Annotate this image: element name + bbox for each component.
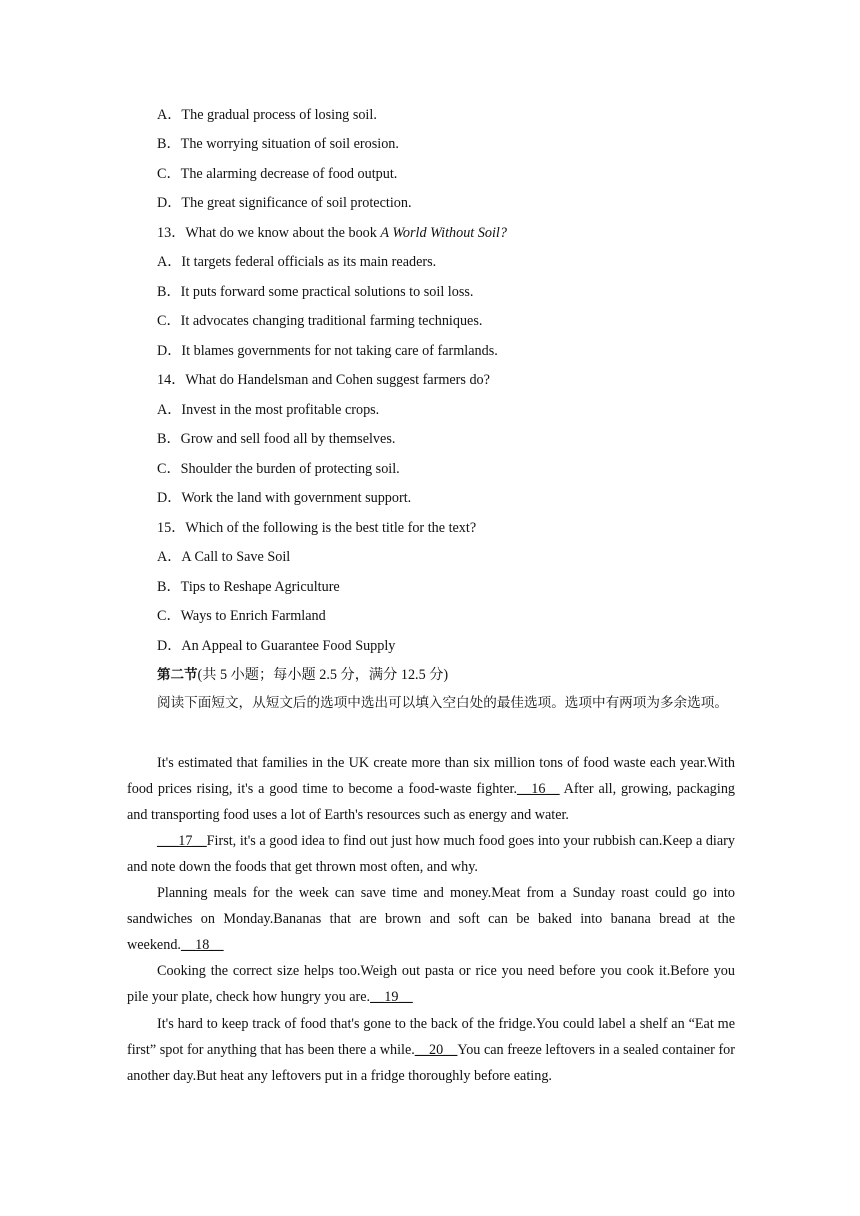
q15-stem: 15．Which of the following is the best title for the text? bbox=[157, 520, 477, 536]
section2-heading bbox=[157, 666, 448, 684]
paragraph-4-text: Cooking the correct size helps too.Weigh out pasta or rice you need before you cook it.Before you pile your plate, check how hungry you are. bbox=[127, 963, 735, 1005]
passage-paragraph-4 bbox=[127, 958, 735, 1010]
q14-option-d: D．Work the land with government support. bbox=[157, 490, 412, 506]
q13-option-b: B．It puts forward some practical solutions to soil loss. bbox=[157, 284, 474, 300]
blank-16[interactable]: __16__ bbox=[517, 781, 560, 797]
section2-title: 第二节 bbox=[157, 667, 198, 683]
paragraph-5-text-cont: You can freeze leftovers in a sealed container for another day.But heat any leftovers put in a fridge thoroughly before eating. bbox=[127, 1042, 736, 1084]
blank-18[interactable]: __18__ bbox=[180, 937, 224, 953]
blank-20[interactable]: __20__ bbox=[414, 1042, 458, 1058]
blank-19[interactable]: __19__ bbox=[370, 989, 413, 1005]
paragraph-2-text: First, it's a good idea to find out just how much food goes into your rubbish can.Keep a diary and note down the foods that get thrown most often, and why. bbox=[127, 833, 735, 875]
q14-option-a: A．Invest in the most profitable crops. bbox=[157, 402, 380, 418]
q12-option-d: D．The great significance of soil protection. bbox=[157, 195, 412, 211]
q13-book-title: A World Without Soil? bbox=[380, 225, 507, 241]
q13-option-d: D．It blames governments for not taking care of farmlands. bbox=[157, 343, 498, 359]
passage-paragraph-1 bbox=[127, 750, 735, 828]
section2-scoring: (共 5 小题；每小题 2.5 分，满分 12.5 分) bbox=[197, 667, 449, 683]
q12-option-a: A．The gradual process of losing soil. bbox=[157, 107, 377, 123]
q13-option-c: C．It advocates changing traditional farming techniques. bbox=[157, 313, 483, 329]
q15-option-b: B．Tips to Reshape Agriculture bbox=[157, 579, 340, 595]
q15-option-d: D．An Appeal to Guarantee Food Supply bbox=[157, 638, 396, 654]
passage-paragraph-3 bbox=[127, 880, 735, 958]
q14-stem: 14．What do Handelsman and Cohen suggest farmers do? bbox=[157, 372, 490, 388]
paragraph-5-text: It's hard to keep track of food that's gone to the back of the fridge.You could label a shelf an “Eat me first” spot for anything that has been there a while. bbox=[127, 1016, 735, 1058]
blank-17[interactable]: ___17__ bbox=[157, 833, 207, 849]
passage-paragraph-5 bbox=[127, 1011, 735, 1089]
q14-option-c: C．Shoulder the burden of protecting soil. bbox=[157, 461, 400, 477]
q15-option-c: C．Ways to Enrich Farmland bbox=[157, 608, 326, 624]
q14-option-b: B．Grow and sell food all by themselves. bbox=[157, 431, 396, 447]
paragraph-1-text-cont: After all, growing, packaging and transporting food uses a lot of Earth's resources such as energy and water. bbox=[127, 781, 736, 823]
paragraph-3-text: Planning meals for the week can save time and money.Meat from a Sunday roast could go into sandwiches on Monday.Bananas that are brown and soft can be baked into banana bread at the weekend. bbox=[127, 885, 735, 953]
q13-stem-text: 13．What do we know about the book bbox=[157, 225, 381, 241]
q13-option-a: A．It targets federal officials as its main readers. bbox=[157, 254, 437, 270]
q13-stem bbox=[157, 224, 507, 242]
q15-option-a: A．A Call to Save Soil bbox=[157, 549, 291, 565]
paragraph-1-text: It's estimated that families in the UK create more than six million tons of food waste each year.With food prices rising, it's a good time to become a food-waste fighter. bbox=[127, 755, 735, 797]
section2-instructions: 阅读下面短文，从短文后的选项中选出可以填入空白处的最佳选项。选项中有两项为多余选项。 bbox=[157, 695, 728, 711]
q12-option-b: B．The worrying situation of soil erosion. bbox=[157, 136, 399, 152]
q12-option-c: C．The alarming decrease of food output. bbox=[157, 166, 398, 182]
passage-paragraph-2 bbox=[127, 828, 735, 880]
